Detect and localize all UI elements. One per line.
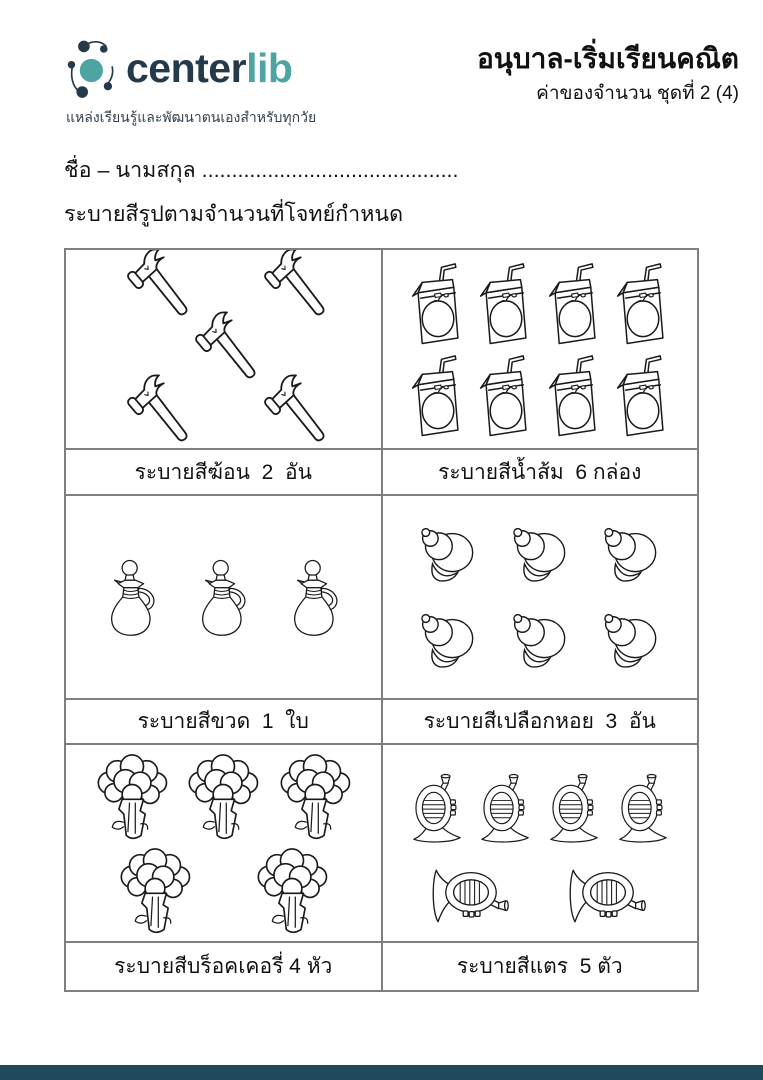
horn-upright-icon [478,760,532,856]
cruet-bottle-icon [103,542,161,652]
shell-icon [412,523,484,585]
image-cell-hammers [66,250,381,448]
image-cell-shells [383,496,698,698]
shell-icon [595,523,667,585]
instruction-text: ระบายสีรูปตามจำนวนที่โจทย์กำหนด [64,202,404,226]
hammer-icon [254,374,330,448]
icon-row [74,844,373,936]
icon-row [74,750,373,842]
footer-bar [0,1065,763,1080]
brand-tagline: แหล่งเรียนรู้และพัฒนาตนเองสำหรับทุกวัย [66,109,317,125]
juice-box-icon [471,352,540,438]
worksheet-table [64,248,699,992]
centerlib-logo [64,36,316,129]
juice-box-icon [540,260,609,346]
icon-row [391,866,690,926]
brand-primary: center [126,44,247,91]
juice-box-icon [608,352,677,438]
centerlib-logo-icon [64,36,122,100]
icon-row [391,609,690,671]
juice-box-icon [608,260,677,346]
name-field-line: ชื่อ – นามสกุล ........................................... [64,158,459,182]
header [64,36,739,129]
horn-upright-icon [547,760,601,856]
juice-box-icon [471,260,540,346]
icon-row [74,374,373,448]
caption-horns: ระบายสีแตร 5 ตัว [383,943,698,990]
caption-hammers: ระบายสีฆ้อน 2 อัน [66,450,381,494]
shell-icon [595,609,667,671]
image-cell-broccoli [66,745,381,941]
document-titles [477,42,739,108]
broccoli-icon [90,750,174,842]
brand-name [126,44,293,91]
broccoli-icon [273,750,357,842]
caption-broccoli: ระบายสีบร็อคเคอรี่ 4 หัว [66,943,381,990]
broccoli-icon [113,844,197,936]
shell-icon [412,609,484,671]
shell-icon [504,609,576,671]
image-cell-horns [383,745,698,941]
caption-shells: ระบายสีเปลือกหอย 3 อัน [383,700,698,743]
icon-row [391,760,690,856]
juice-box-icon [403,352,472,438]
icon-row [74,542,373,652]
image-cell-bottles [66,496,381,698]
juice-box-icon [403,260,472,346]
icon-row [391,352,690,438]
broccoli-icon [250,844,334,936]
horn-upright-icon [410,760,464,856]
horn-horizontal-icon [555,866,661,926]
broccoli-icon [181,750,265,842]
icon-row [391,523,690,585]
horn-horizontal-icon [418,866,524,926]
caption-juice-boxes: ระบายสีน้ำส้ม 6 กล่อง [383,450,698,494]
icon-row [391,260,690,346]
page-title: อนุบาล-เริ่มเรียนคณิต [476,43,739,74]
cruet-bottle-icon [286,542,344,652]
image-cell-juice-boxes [383,250,698,448]
juice-box-icon [540,352,609,438]
hammer-icon [117,374,193,448]
cruet-bottle-icon [194,542,252,652]
horn-upright-icon [616,760,670,856]
caption-bottles: ระบายสีขวด 1 ใบ [66,700,381,743]
page-subtitle: ค่าของจำนวน ชุดที่ 2 (4) [536,82,739,104]
shell-icon [504,523,576,585]
brand-secondary: lib [246,44,293,91]
